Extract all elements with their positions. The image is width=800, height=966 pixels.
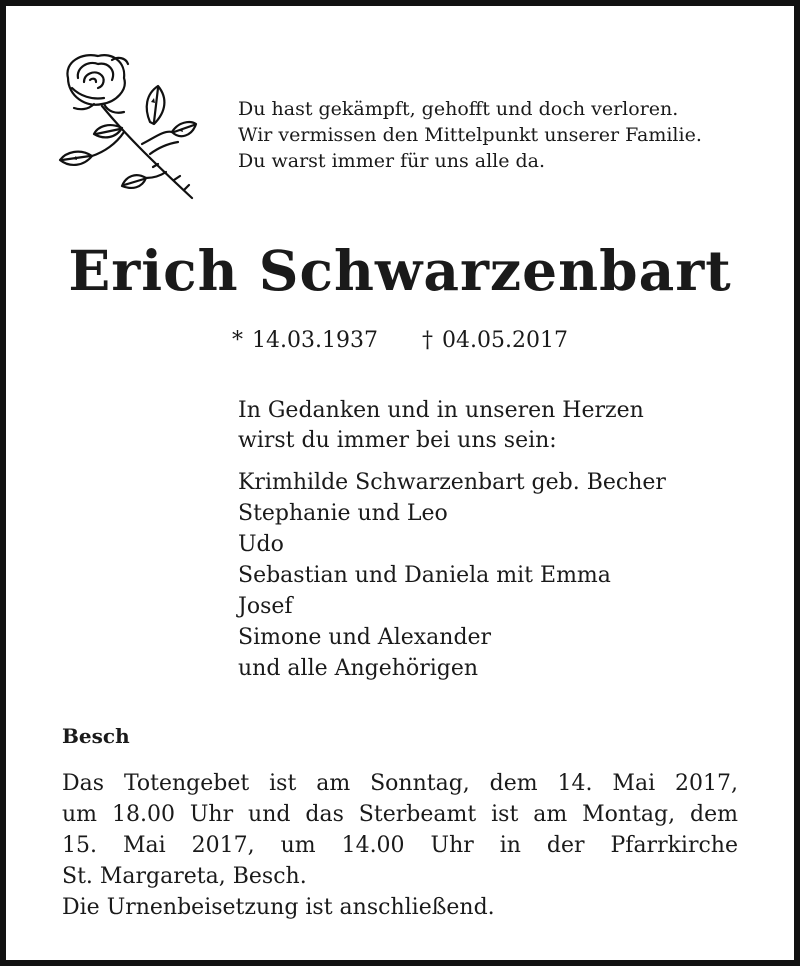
place-name: Besch: [62, 724, 130, 748]
family-member: Sebastian und Daniela mit Emma: [238, 563, 611, 588]
deceased-name: Erich Schwarzenbart: [68, 238, 732, 303]
service-line: 15. Mai 2017, um 14.00 Uhr in der Pfarrkirche: [62, 833, 738, 858]
service-line: St. Margareta, Besch.: [62, 864, 307, 889]
birth-date: * 14.03.1937: [232, 328, 378, 353]
verse-line: Du warst immer für uns alle da.: [238, 150, 546, 172]
family-member: Krimhilde Schwarzenbart geb. Becher: [238, 470, 666, 495]
memory-line: In Gedanken und in unseren Herzen: [238, 398, 644, 423]
verse-line: Du hast gekämpft, gehofft und doch verloren.: [238, 98, 679, 120]
family-member: Simone und Alexander: [238, 625, 492, 650]
verse: [238, 96, 702, 174]
death-date: † 04.05.2017: [422, 328, 568, 353]
family-member: und alle Angehörigen: [238, 656, 479, 681]
service-line: um 18.00 Uhr und das Sterbeamt ist am Montag, dem: [62, 802, 738, 827]
life-dates: [6, 328, 794, 353]
burial-note: Die Urnenbeisetzung ist anschließend.: [62, 895, 495, 920]
family-member: Josef: [238, 594, 293, 619]
memory-line: wirst du immer bei uns sein:: [238, 428, 557, 453]
verse-line: Wir vermissen den Mittelpunkt unserer Familie.: [238, 124, 702, 146]
family-list: [238, 467, 666, 684]
service-line: Das Totengebet ist am Sonntag, dem 14. Mai 2017,: [62, 771, 738, 796]
service-info: [62, 768, 738, 923]
family-member: Stephanie und Leo: [238, 501, 448, 526]
memory-text: [238, 396, 644, 456]
rose-icon: [54, 48, 204, 208]
family-member: Udo: [238, 532, 284, 557]
